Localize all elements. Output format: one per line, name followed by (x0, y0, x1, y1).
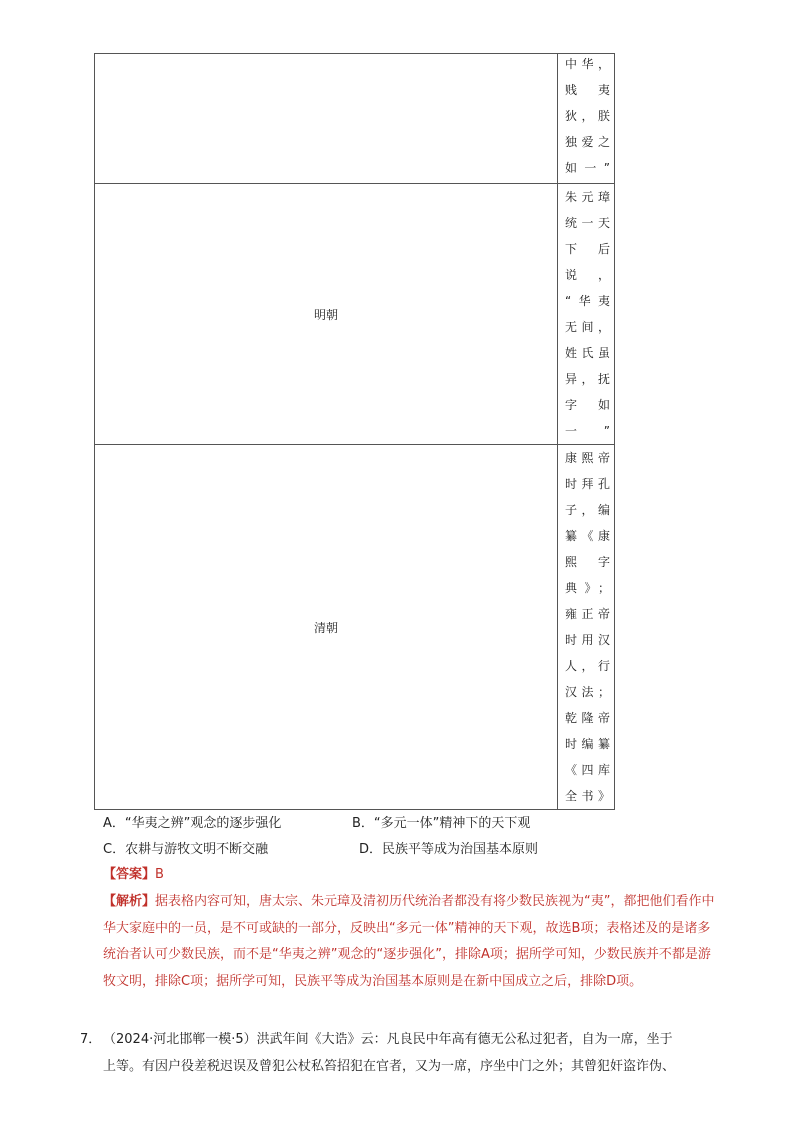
quote-line: 贱 夷 (565, 82, 610, 97)
question-7 (80, 1026, 720, 1080)
option-c: C．农耕与游牧文明不断交融 (103, 842, 269, 857)
dynasty-cell: 清朝 (95, 445, 558, 810)
quote-line: 朱元璋 (565, 190, 610, 204)
answer-line (103, 863, 164, 882)
quote-line: 熙 字 (565, 555, 610, 569)
dynasty-cell: 明朝 (95, 184, 558, 445)
quote-line: 说 ， (565, 268, 610, 282)
quote-line: 一” (565, 424, 610, 438)
dynasty-cell (95, 54, 558, 184)
quote-line: 《四库 (565, 763, 610, 777)
quote-line: 乾隆帝 (565, 711, 610, 725)
quote-line: 子，编 (565, 503, 610, 517)
quote-line: 无间， (565, 320, 610, 334)
quote-line: 时用汉 (565, 633, 610, 647)
analysis-paragraph (103, 889, 721, 995)
option-d: D．民族平等成为治国基本原则 (359, 842, 539, 857)
quote-line: 典》； (565, 581, 610, 595)
table-row (95, 184, 615, 445)
quote-line: 下 后 (565, 242, 610, 256)
question-7-line2: 上等。有因户役差税迟误及曾犯公杖私笞招犯在官者，又为一席，序坐中门之外；其曾犯奸盗诈伪、 (103, 1059, 676, 1074)
quote-line: 时编纂 (565, 737, 610, 751)
question-7-text: （2024·河北邯郸一模·5）洪武年间《大诰》云：凡良民中年高有德无公私过犯者，自为一席，坐于 (103, 1032, 673, 1047)
quote-line: 汉法； (565, 685, 610, 699)
quote-line: 如一” (565, 160, 610, 175)
table-row (95, 445, 615, 810)
option-b: B．“多元一体”精神下的天下观 (352, 816, 531, 831)
answer-tag: 【答案】 (103, 867, 156, 882)
quote-line: 独爱之 (565, 134, 610, 149)
quote-line: 字 如 (565, 398, 610, 412)
quote-cell (558, 184, 615, 445)
dynasty-table (94, 53, 615, 810)
quote-line: 异，抚 (565, 372, 610, 386)
table-row (95, 54, 615, 184)
quote-line: 姓氏虽 (565, 346, 610, 360)
quote-line: 中华， (565, 56, 610, 71)
question-number: 7． (80, 1032, 102, 1047)
quote-line: 康熙帝 (565, 451, 610, 465)
analysis-text: 据表格内容可知，唐太宗、朱元璋及清初历代统治者都没有将少数民族视为“夷”，都把他们看作中华大家庭中的一员，是不可或缺的一部分，反映出“多元一体”精神的天下观，故选B项；表格述及的是诸多统治者认可少数民族，而不是“华夷之辨”观念的“逐步强化”，排除A项；据所学可知，少数民族并不都是游牧文明，排除C项；据所学可知，民族平等成为治国基本原则是在新中国成立之后，排除D项。 (103, 894, 715, 989)
quote-line: 狄，朕 (565, 108, 610, 123)
quote-cell (558, 445, 615, 810)
quote-line: 全书》 (565, 789, 610, 803)
quote-line: 雍正帝 (565, 607, 610, 621)
quote-line: “华夷 (565, 294, 610, 308)
answer-value: B (155, 867, 164, 882)
analysis-tag: 【解析】 (103, 894, 156, 909)
quote-cell (558, 54, 615, 184)
quote-line: 人，行 (565, 659, 610, 673)
quote-line: 统一天 (565, 216, 610, 230)
quote-line: 纂《康 (565, 529, 610, 543)
quote-line: 时拜孔 (565, 477, 610, 491)
option-a: A．“华夷之辨”观念的逐步强化 (103, 816, 282, 831)
question-7-line1 (80, 1026, 720, 1053)
